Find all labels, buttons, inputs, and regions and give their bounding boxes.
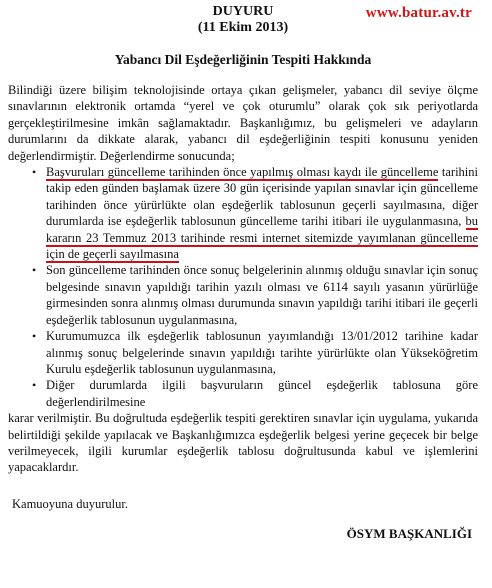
list-item: [32, 377, 478, 410]
document-header: [8, 0, 478, 52]
bullet-icon: •: [32, 378, 37, 393]
signature-block: ÖSYM BAŞKANLIĞI: [346, 525, 472, 541]
list-item-text: tarihini takip eden günden başlamak üzere 30 gün içerisinde yapılan sınavlar için güncelleme tarihinden önce yürürlükte olan eşdeğerlik tablosunun geçerli sayılmasına, diğer durumlarda ise eşdeğerlik tablosunun güncelleme tarihi itibari ile uygulanmasına,: [46, 165, 478, 229]
highlighted-phrase: Başvuruları güncelleme tarihinden önce yapılmış olması kaydı ile güncelleme: [46, 165, 439, 180]
bullet-icon: •: [32, 165, 37, 180]
list-item: [32, 164, 478, 262]
intro-paragraph: Bilindiği üzere bilişim teknolojisinde ortaya çıkan gelişmeler, yabancı dil seviye ölçme sınavlarının elektronik ortamda “yerel ve çok oturumlu” olarak çok sık periyotlarda gerçekleştirilmesine imkân sağlamaktadır. Başkanlığımız, bu gelişmeleri ve adayların durumlarını da dikkate alarak, yabancı dil eşdeğerliğinin tespiti konusunu yeniden değerlendirmiştir. Değerlendirme sonucunda;: [8, 83, 478, 163]
watermark-url: www.batur.av.tr: [365, 5, 472, 21]
document-title: DUYURU: [212, 4, 274, 19]
bullet-icon: •: [32, 263, 37, 278]
list-item: [32, 328, 478, 377]
closing-paragraph: karar verilmiştir. Bu doğrultuda eşdeğerlik tespiti gerektiren sınavlar için uygulama, yukarıda belirtildiği şekilde yapılacak ve Başkanlığımızca eşdeğerlik belgesi yerine geçecek bir belge verilmeyecek, ilgili kurumlar eşdeğerlik tablosu doğrultusunda kabul ve işlemlerini yapacaklardır.: [8, 411, 478, 475]
decision-list: [8, 164, 478, 410]
list-item-text: Son güncelleme tarihinden önce sonuç belgelerinin alınmış olduğu sınavlar için sonuç belgesinde sınavın yapıldığı tarihin yazılı olması ve 6114 sayılı yasanın yürürlüğe girmesinden sonra alınmış olması durumunda sınavın yapıldığı tarihi itibari ile geçerli eşdeğerlik tablosunun uygulanmasına,: [46, 263, 478, 327]
bullet-icon: •: [32, 329, 37, 344]
list-item-text: Diğer durumlarda ilgili başvuruların güncel eşdeğerlik tablosuna göre değerlendirilmesine: [46, 378, 478, 409]
announcement-line: Kamuoyuna duyurulur.: [12, 496, 128, 511]
highlighted-phrase: bu kararın 23 Temmuz 2013 tarihinde resmi internet sitemizde yayımlanan güncelleme için de geçerli sayılmasına: [46, 214, 478, 262]
document-date: (11 Ekim 2013): [197, 20, 289, 35]
list-item-text: Kurumumuzca ilk eşdeğerlik tablosunun yayımlandığı 13/01/2012 tarihine kadar alınmış sonuç belgelerinde sınavın yapıldığı tarihte yürürlükte olan Yükseköğretim Kurulu eşdeğerlik tablosunun uygulanmasına,: [46, 329, 478, 376]
document-subtitle: Yabancı Dil Eşdeğerliğinin Tespiti Hakkında: [114, 52, 372, 67]
list-item: [32, 262, 478, 328]
